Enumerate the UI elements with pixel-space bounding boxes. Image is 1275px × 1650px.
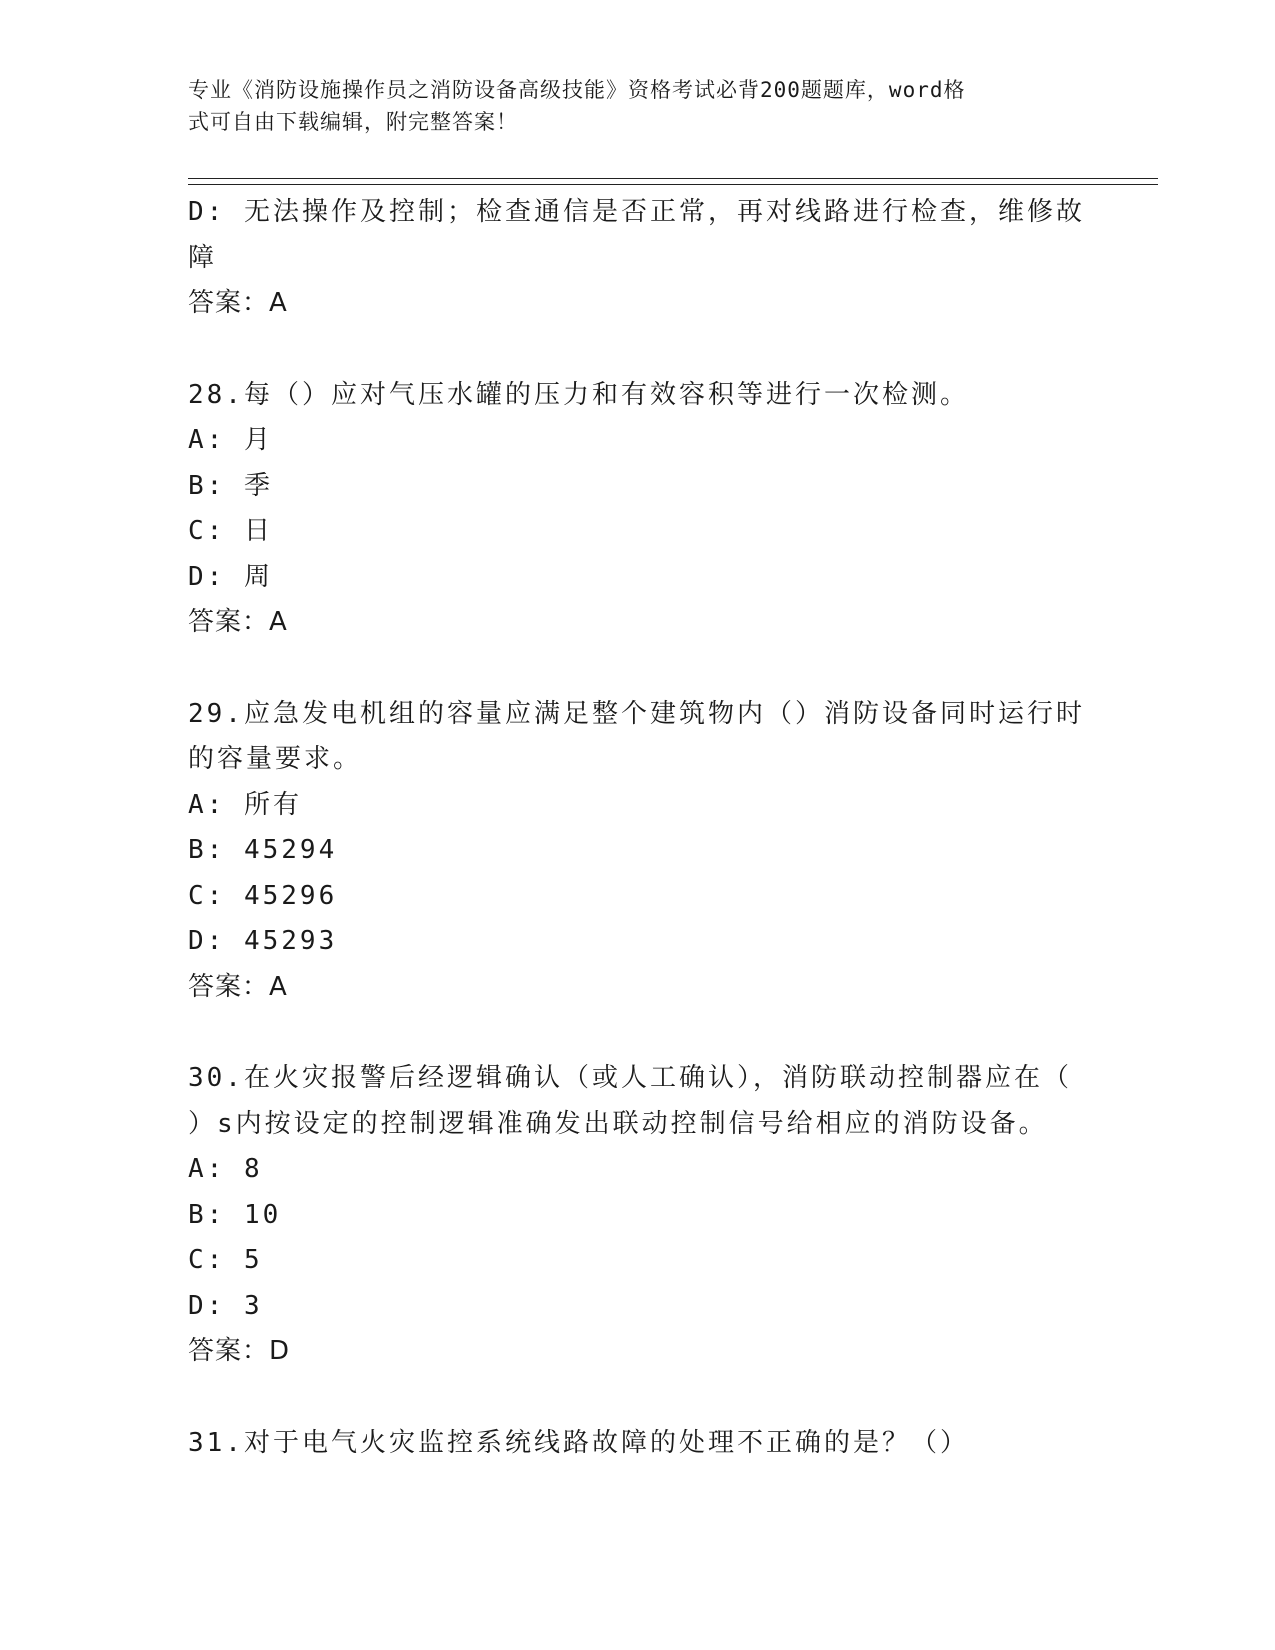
- spacer: [188, 327, 1088, 373]
- answer-line: 答案：A: [188, 971, 288, 1002]
- answer-line: 答案：D: [188, 1336, 291, 1366]
- question-stem: 28.每（）应对气压水罐的压力和有效容积等进行一次检测。: [188, 379, 969, 410]
- header-text-line-1: 专业《消防设施操作员之消防设备高级技能》资格考试必背200题题库，word格: [188, 78, 966, 102]
- option-a: A: 8: [188, 1154, 263, 1184]
- header-rule-top: [188, 178, 1158, 179]
- question-block: [188, 373, 1088, 646]
- spacer: [188, 1010, 1088, 1056]
- option-d: D: 无法操作及控制；检查通信是否正常，再对线路进行检查，维修故: [188, 197, 1085, 227]
- question-stem-continued: ）s内按设定的控制逻辑准确发出联动控制信号给相应的消防设备。: [188, 1108, 1048, 1139]
- option-b: B: 季: [188, 470, 273, 501]
- question-stem-continued: 的容量要求。: [188, 744, 363, 774]
- question-block: [188, 692, 1088, 1011]
- question-block: [188, 1421, 1088, 1467]
- question-stem: 29.应急发电机组的容量应满足整个建筑物内（）消防设备同时运行时: [188, 698, 1085, 729]
- option-d-continued: 障: [188, 242, 218, 273]
- question-content: [188, 190, 1088, 1466]
- question-stem: 31.对于电气火灾监控系统线路故障的处理不正确的是？（）: [188, 1427, 969, 1458]
- previous-question-tail: [188, 190, 1088, 327]
- question-stem: 30.在火灾报警后经逻辑确认（或人工确认），消防联动控制器应在（: [188, 1063, 1072, 1093]
- document-header: [188, 74, 1068, 138]
- answer-line: 答案：A: [188, 607, 288, 637]
- option-a: A: 所有: [188, 789, 302, 820]
- answer-line: 答案：A: [188, 288, 288, 318]
- option-d: D: 周: [188, 561, 273, 592]
- option-b: B: 10: [188, 1199, 282, 1230]
- question-block: [188, 1056, 1088, 1375]
- option-d: D: 45293: [188, 926, 338, 956]
- option-c: C: 45296: [188, 880, 338, 911]
- header-text-line-2: 式可自由下载编辑，附完整答案！: [188, 110, 518, 134]
- header-rule-bottom: [188, 184, 1158, 185]
- option-d: D: 3: [188, 1290, 263, 1321]
- option-c: C: 5: [188, 1245, 263, 1275]
- option-c: C: 日: [188, 516, 273, 546]
- spacer: [188, 646, 1088, 692]
- option-b: B: 45294: [188, 835, 338, 865]
- option-a: A: 月: [188, 425, 273, 455]
- spacer: [188, 1375, 1088, 1421]
